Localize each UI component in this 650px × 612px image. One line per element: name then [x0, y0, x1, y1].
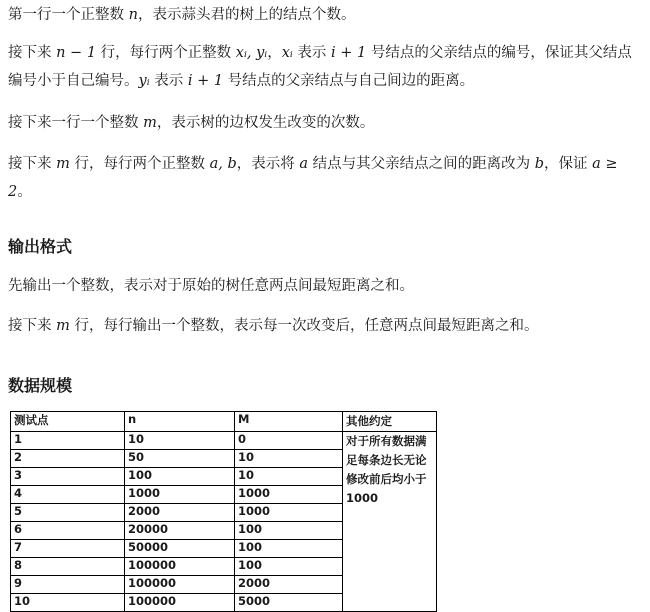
- text: 行，每行两个正整数: [69, 156, 210, 172]
- table-cell: 100: [125, 468, 235, 486]
- math-i-plus-1: i + 1: [331, 45, 367, 61]
- text: 接下来一行一个整数: [8, 115, 144, 131]
- note-cell: [343, 432, 437, 612]
- math-a-b: a, b: [209, 156, 237, 172]
- text: 号结点的父亲结点与自己间边的距离。: [223, 73, 475, 89]
- table-cell: 6: [11, 522, 125, 540]
- table-cell: 4: [11, 486, 125, 504]
- text: 接下来: [8, 156, 57, 172]
- table-cell: 100: [235, 522, 343, 540]
- output-paragraph-2: [8, 312, 644, 340]
- table-cell: 50000: [125, 540, 235, 558]
- text: ，表示树的边权发生改变的次数。: [156, 115, 375, 131]
- output-format-heading: 输出格式: [8, 237, 73, 256]
- note-line: 1000: [346, 491, 379, 505]
- note-line: 对于所有数据满: [346, 434, 427, 448]
- table-cell: 1: [11, 432, 125, 450]
- math-xi-yi: xᵢ, yᵢ: [235, 45, 268, 61]
- table-cell: 100000: [125, 594, 235, 612]
- math-n: n: [128, 7, 138, 23]
- note-line: 修改前后均小于: [346, 472, 427, 486]
- math-b: b: [534, 156, 545, 172]
- data-limits-heading: 数据规模: [8, 376, 73, 395]
- input-paragraph-3: [8, 109, 644, 137]
- text: ，表示将: [236, 156, 300, 172]
- table-cell: 10: [11, 594, 125, 612]
- header-cell: 其他约定: [343, 412, 437, 432]
- table-cell: 20000: [125, 522, 235, 540]
- text: ，: [267, 45, 282, 61]
- table-cell: 5000: [235, 594, 343, 612]
- math-xi: xᵢ: [281, 45, 293, 61]
- math-m: m: [56, 156, 70, 172]
- text: 接下来: [8, 45, 57, 61]
- table-cell: 100: [235, 540, 343, 558]
- math-n-minus-1: n − 1: [56, 45, 97, 61]
- text: 接下来: [8, 318, 57, 334]
- table-cell: 1000: [235, 486, 343, 504]
- header-cell: M: [235, 412, 343, 432]
- table-cell: 8: [11, 558, 125, 576]
- text: 行，每行两个正整数: [96, 45, 236, 61]
- table-cell: 10: [235, 450, 343, 468]
- math-a: a: [299, 156, 308, 172]
- input-paragraph-1: [8, 1, 644, 29]
- table-header-row: [11, 412, 437, 432]
- header-cell: n: [125, 412, 235, 432]
- math-m: m: [56, 318, 70, 334]
- table-cell: 1000: [125, 486, 235, 504]
- table-cell: 1000: [235, 504, 343, 522]
- table-cell: 2: [11, 450, 125, 468]
- math-i-plus-1: i + 1: [187, 73, 224, 89]
- output-paragraph-1: 先输出一个整数，表示对于原始的树任意两点间最短距离之和。: [8, 278, 414, 294]
- note-line: 足每条边长无论: [346, 453, 427, 467]
- table-cell: 5: [11, 504, 125, 522]
- text: 号结点的父亲结点的编号，保证其父结点编号小于自己编号。: [8, 45, 632, 89]
- table-cell: 10: [125, 432, 235, 450]
- table-cell: 3: [11, 468, 125, 486]
- table-cell: 50: [125, 450, 235, 468]
- math-m: m: [143, 115, 157, 131]
- table-cell: 9: [11, 576, 125, 594]
- table-cell: 100000: [125, 576, 235, 594]
- table-cell: 2000: [235, 576, 343, 594]
- text: 结点与其父亲结点之间的距离改为: [308, 156, 535, 172]
- table-cell: 100: [235, 558, 343, 576]
- table-cell: 100000: [125, 558, 235, 576]
- data-limits-table: [10, 411, 437, 612]
- input-paragraph-4: [8, 150, 644, 206]
- header-cell: 测试点: [11, 412, 125, 432]
- text: 表示: [149, 73, 188, 89]
- math-yi: yᵢ: [138, 73, 150, 89]
- table-cell: 2000: [125, 504, 235, 522]
- table-cell: 0: [235, 432, 343, 450]
- text: 。: [17, 184, 32, 200]
- math-a-ge-2: a ≥ 2: [8, 156, 618, 200]
- text: ，保证: [544, 156, 593, 172]
- text: 表示: [292, 45, 332, 61]
- input-paragraph-2: [8, 39, 644, 95]
- table-cell: 10: [235, 468, 343, 486]
- text: ，表示蒜头君的树上的结点个数。: [137, 7, 356, 23]
- table-row: [11, 432, 437, 450]
- table-cell: 7: [11, 540, 125, 558]
- text: 第一行一个正整数: [8, 7, 129, 23]
- text: 行，每行输出一个整数，表示每一次改变后，任意两点间最短距离之和。: [69, 318, 539, 334]
